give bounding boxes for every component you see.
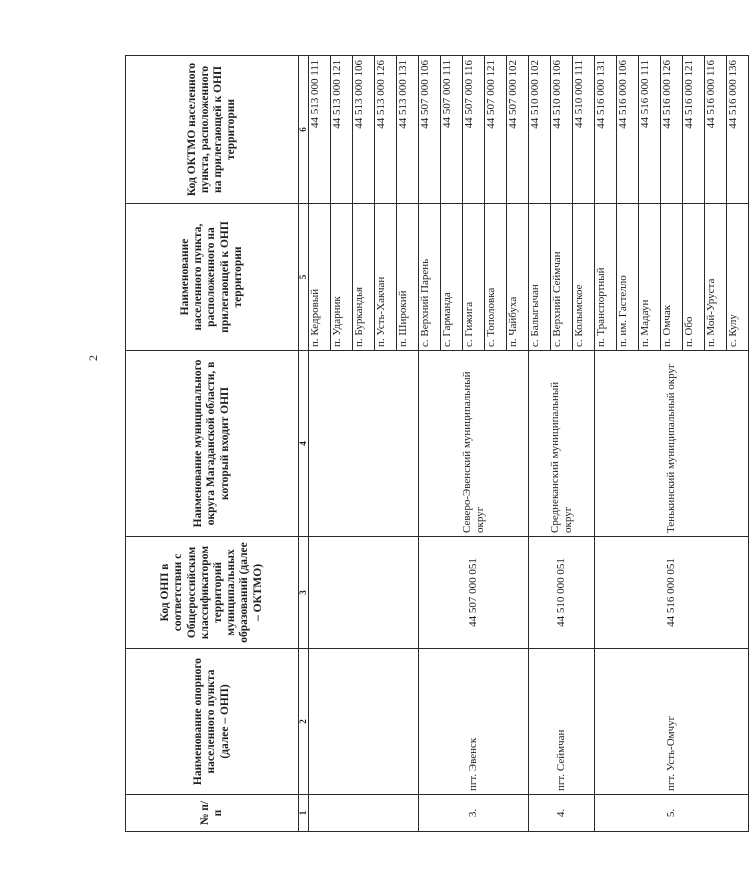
settlement-code: 44 516 000 121: [683, 56, 705, 204]
district-name: [309, 351, 419, 537]
settlement-code: 44 516 000 111: [639, 56, 661, 204]
header-district: Наименование муниципального округа Магаданской области, в который входит ОНП: [126, 351, 299, 537]
district-name: Тенькинский муниципальный округ: [595, 351, 749, 537]
settlement-name: п. Обо: [683, 204, 705, 351]
row-number: 4.: [529, 795, 595, 832]
column-number-row: [299, 56, 309, 832]
onp-name: [309, 649, 419, 795]
column-number: 3: [299, 537, 309, 649]
settlement-code: 44 507 000 116: [463, 56, 485, 204]
header-settlement: Наименование населенного пункта, расположенного на прилегающей к ОНП территории: [126, 204, 299, 351]
district-name: Северо-Эвенский муниципальный округ: [419, 351, 529, 537]
settlement-name: п. Ударник: [331, 204, 353, 351]
settlement-code: 44 516 000 116: [705, 56, 727, 204]
settlement-name: п. Усть-Хакчан: [375, 204, 397, 351]
page-number: 2: [86, 355, 100, 361]
column-number: 6: [299, 56, 309, 204]
district-name: Среднеканский муниципальный округ: [529, 351, 595, 537]
settlement-name: п. Чайбуха: [507, 204, 529, 351]
header-onp-code: Код ОНП в соответствии с Общероссийским классификатором территорий муниципальных образований (далее – ОКТМО): [126, 537, 299, 649]
settlement-code: 44 507 000 106: [419, 56, 441, 204]
onp-name: пгт. Эвенск: [419, 649, 529, 795]
settlement-code: 44 516 000 136: [727, 56, 749, 204]
settlement-code: 44 507 000 121: [485, 56, 507, 204]
settlement-code: 44 510 000 111: [573, 56, 595, 204]
settlement-name: с. Балыгычан: [529, 204, 551, 351]
header-row: [126, 56, 299, 832]
table-row: [529, 56, 551, 832]
table-row: [309, 56, 331, 832]
settlement-name: п. Кедровый: [309, 204, 331, 351]
settlement-name: с. Гарманда: [441, 204, 463, 351]
settlement-name: п. Мой-Уруста: [705, 204, 727, 351]
settlement-code: 44 513 000 131: [397, 56, 419, 204]
header-number: № п/п: [126, 795, 299, 832]
onp-name: пгт. Сеймчан: [529, 649, 595, 795]
settlement-code: 44 507 000 111: [441, 56, 463, 204]
settlement-code: 44 510 000 106: [551, 56, 573, 204]
settlements-table: [125, 55, 749, 832]
row-number: 5.: [595, 795, 749, 832]
settlement-code: 44 513 000 126: [375, 56, 397, 204]
column-number: 5: [299, 204, 309, 351]
settlement-name: п. Омчак: [661, 204, 683, 351]
header-onp-name: Наименование опорного населенного пункта (далее – ОНП): [126, 649, 299, 795]
settlement-code: 44 510 000 102: [529, 56, 551, 204]
settlement-name: с. Верхний Парень: [419, 204, 441, 351]
settlement-name: п. Буркандья: [353, 204, 375, 351]
column-number: 2: [299, 649, 309, 795]
settlement-code: 44 513 000 111: [309, 56, 331, 204]
settlement-code: 44 513 000 121: [331, 56, 353, 204]
settlement-name: с. Тополовка: [485, 204, 507, 351]
onp-code: 44 510 000 051: [529, 537, 595, 649]
table-row: [419, 56, 441, 832]
column-number: 1: [299, 795, 309, 832]
table-body: [299, 56, 749, 832]
settlement-code: 44 513 000 106: [353, 56, 375, 204]
settlement-name: п. им. Гастелло: [617, 204, 639, 351]
table-row: [595, 56, 617, 832]
settlement-code: 44 516 000 131: [595, 56, 617, 204]
row-number: 3.: [419, 795, 529, 832]
column-number: 4: [299, 351, 309, 537]
rotated-page: [125, 56, 739, 832]
settlement-name: п. Транспортный: [595, 204, 617, 351]
onp-code: 44 516 000 051: [595, 537, 749, 649]
settlement-name: п. Мадаун: [639, 204, 661, 351]
onp-name: пгт. Усть-Омчуг: [595, 649, 749, 795]
settlement-name: с. Кулу: [727, 204, 749, 351]
settlement-name: п. Широкий: [397, 204, 419, 351]
row-number: [309, 795, 419, 832]
settlement-code: 44 507 000 102: [507, 56, 529, 204]
settlement-name: с. Колымское: [573, 204, 595, 351]
header-settlement-code: Код ОКТМО населенного пункта, расположенного на прилегающей к ОНП территории: [126, 56, 299, 204]
settlement-code: 44 516 000 126: [661, 56, 683, 204]
settlement-name: с. Верхний Сеймчан: [551, 204, 573, 351]
settlement-name: с. Гижига: [463, 204, 485, 351]
onp-code: 44 507 000 051: [419, 537, 529, 649]
onp-code: [309, 537, 419, 649]
settlement-code: 44 516 000 106: [617, 56, 639, 204]
